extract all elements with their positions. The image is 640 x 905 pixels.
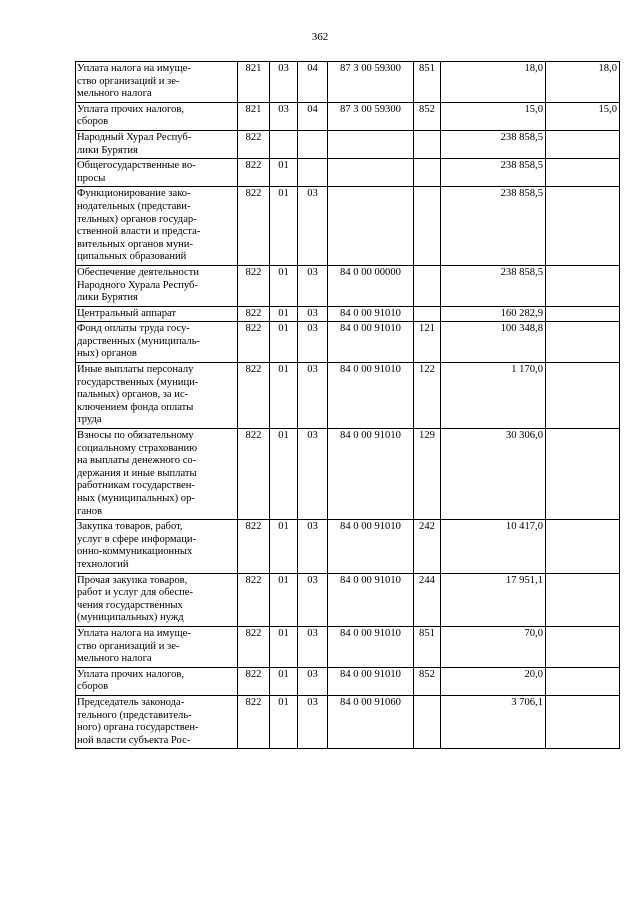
row-name-cell: Уплата налога на имуще- ство организаций и зе- мельного налога xyxy=(76,626,238,667)
section-code-cell: 01 xyxy=(270,573,298,626)
section-code-cell: 01 xyxy=(270,363,298,429)
row-name-cell: Иные выплаты персоналу государственных (муници- пальных) органов, за ис- ключением фонда оплаты труда xyxy=(76,363,238,429)
amount-cell: 18,0 xyxy=(441,62,546,103)
amount-extra-cell xyxy=(546,667,620,695)
subsection-code-cell: 03 xyxy=(298,667,328,695)
section-code-cell: 01 xyxy=(270,695,298,748)
table-row xyxy=(76,322,620,363)
ministry-code-cell: 822 xyxy=(238,159,270,187)
target-article-cell xyxy=(328,130,414,158)
ministry-code-cell: 822 xyxy=(238,363,270,429)
ministry-code-cell: 822 xyxy=(238,626,270,667)
target-article-cell: 84 0 00 91010 xyxy=(328,306,414,322)
expense-type-cell xyxy=(414,695,441,748)
section-code-cell: 01 xyxy=(270,159,298,187)
expense-type-cell xyxy=(414,130,441,158)
table-body xyxy=(76,62,620,749)
ministry-code-cell: 822 xyxy=(238,520,270,573)
budget-table xyxy=(75,61,620,749)
row-name-cell: Общегосударственные во- просы xyxy=(76,159,238,187)
table-row xyxy=(76,520,620,573)
row-name-cell: Уплата налога на имуще- ство организаций и зе- мельного налога xyxy=(76,62,238,103)
row-name-cell: Уплата прочих налогов, сборов xyxy=(76,102,238,130)
section-code-cell: 01 xyxy=(270,187,298,266)
amount-cell: 3 706,1 xyxy=(441,695,546,748)
amount-extra-cell xyxy=(546,695,620,748)
expense-type-cell: 851 xyxy=(414,626,441,667)
target-article-cell xyxy=(328,187,414,266)
subsection-code-cell xyxy=(298,159,328,187)
amount-extra-cell: 15,0 xyxy=(546,102,620,130)
subsection-code-cell: 03 xyxy=(298,265,328,306)
amount-extra-cell xyxy=(546,520,620,573)
row-name-cell: Уплата прочих налогов, сборов xyxy=(76,667,238,695)
section-code-cell: 01 xyxy=(270,667,298,695)
subsection-code-cell xyxy=(298,130,328,158)
amount-extra-cell xyxy=(546,363,620,429)
row-name-cell: Фонд оплаты труда госу- дарственных (муниципаль- ных) органов xyxy=(76,322,238,363)
subsection-code-cell: 03 xyxy=(298,573,328,626)
expense-type-cell: 242 xyxy=(414,520,441,573)
target-article-cell: 84 0 00 91010 xyxy=(328,667,414,695)
expense-type-cell xyxy=(414,265,441,306)
expense-type-cell: 852 xyxy=(414,667,441,695)
amount-extra-cell xyxy=(546,130,620,158)
table-row xyxy=(76,667,620,695)
ministry-code-cell: 822 xyxy=(238,187,270,266)
row-name-cell: Прочая закупка товаров, работ и услуг для обеспе- чения государственных (муниципальных) нужд xyxy=(76,573,238,626)
ministry-code-cell: 822 xyxy=(238,429,270,520)
ministry-code-cell: 822 xyxy=(238,667,270,695)
subsection-code-cell: 03 xyxy=(298,520,328,573)
ministry-code-cell: 822 xyxy=(238,306,270,322)
amount-extra-cell xyxy=(546,265,620,306)
row-name-cell: Взносы по обязательному социальному страхованию на выплаты денежного со- держания и иные выплаты работникам государствен- ных (муниципальных) ор- ганов xyxy=(76,429,238,520)
table-row xyxy=(76,695,620,748)
ministry-code-cell: 822 xyxy=(238,695,270,748)
ministry-code-cell: 821 xyxy=(238,102,270,130)
amount-extra-cell xyxy=(546,322,620,363)
section-code-cell xyxy=(270,130,298,158)
table-row xyxy=(76,102,620,130)
ministry-code-cell: 822 xyxy=(238,322,270,363)
expense-type-cell: 852 xyxy=(414,102,441,130)
subsection-code-cell: 03 xyxy=(298,306,328,322)
target-article-cell: 84 0 00 91010 xyxy=(328,429,414,520)
ministry-code-cell: 822 xyxy=(238,130,270,158)
row-name-cell: Функционирование зако- нодательных (представи- тельных) органов государ- ственной власти и предста- вительных органов муни- ципальных образований xyxy=(76,187,238,266)
target-article-cell: 84 0 00 91010 xyxy=(328,322,414,363)
row-name-cell: Обеспечение деятельности Народного Хурала Респуб- лики Бурятия xyxy=(76,265,238,306)
table-row xyxy=(76,159,620,187)
table-row xyxy=(76,429,620,520)
row-name-cell: Центральный аппарат xyxy=(76,306,238,322)
amount-cell: 238 858,5 xyxy=(441,130,546,158)
target-article-cell xyxy=(328,159,414,187)
amount-extra-cell xyxy=(546,573,620,626)
row-name-cell: Народный Хурал Респуб- лики Бурятия xyxy=(76,130,238,158)
amount-extra-cell xyxy=(546,626,620,667)
ministry-code-cell: 822 xyxy=(238,573,270,626)
table-row xyxy=(76,306,620,322)
subsection-code-cell: 03 xyxy=(298,187,328,266)
section-code-cell: 03 xyxy=(270,62,298,103)
expense-type-cell xyxy=(414,187,441,266)
target-article-cell: 87 3 00 59300 xyxy=(328,102,414,130)
table-row xyxy=(76,573,620,626)
page-number: 362 xyxy=(311,31,329,43)
target-article-cell: 84 0 00 00000 xyxy=(328,265,414,306)
table-row xyxy=(76,130,620,158)
expense-type-cell xyxy=(414,306,441,322)
amount-extra-cell: 18,0 xyxy=(546,62,620,103)
subsection-code-cell: 03 xyxy=(298,626,328,667)
subsection-code-cell: 04 xyxy=(298,102,328,130)
amount-extra-cell xyxy=(546,187,620,266)
amount-cell: 100 348,8 xyxy=(441,322,546,363)
row-name-cell: Закупка товаров, работ, услуг в сфере информаци- онно-коммуникационных технологий xyxy=(76,520,238,573)
expense-type-cell: 851 xyxy=(414,62,441,103)
amount-cell: 238 858,5 xyxy=(441,265,546,306)
subsection-code-cell: 03 xyxy=(298,429,328,520)
ministry-code-cell: 822 xyxy=(238,265,270,306)
subsection-code-cell: 03 xyxy=(298,322,328,363)
amount-extra-cell xyxy=(546,159,620,187)
amount-cell: 30 306,0 xyxy=(441,429,546,520)
amount-cell: 70,0 xyxy=(441,626,546,667)
section-code-cell: 01 xyxy=(270,626,298,667)
amount-extra-cell xyxy=(546,306,620,322)
expense-type-cell: 121 xyxy=(414,322,441,363)
section-code-cell: 01 xyxy=(270,265,298,306)
amount-cell: 1 170,0 xyxy=(441,363,546,429)
ministry-code-cell: 821 xyxy=(238,62,270,103)
target-article-cell: 84 0 00 91010 xyxy=(328,573,414,626)
table-row xyxy=(76,363,620,429)
section-code-cell: 01 xyxy=(270,306,298,322)
section-code-cell: 01 xyxy=(270,429,298,520)
target-article-cell: 84 0 00 91010 xyxy=(328,520,414,573)
row-name-cell: Председатель законода- тельного (представитель- ного) органа государствен- ной власти субъекта Рос- xyxy=(76,695,238,748)
subsection-code-cell: 03 xyxy=(298,363,328,429)
section-code-cell: 01 xyxy=(270,520,298,573)
subsection-code-cell: 04 xyxy=(298,62,328,103)
amount-cell: 17 951,1 xyxy=(441,573,546,626)
section-code-cell: 01 xyxy=(270,322,298,363)
amount-cell: 238 858,5 xyxy=(441,187,546,266)
expense-type-cell: 129 xyxy=(414,429,441,520)
expense-type-cell: 122 xyxy=(414,363,441,429)
table-row xyxy=(76,62,620,103)
expense-type-cell: 244 xyxy=(414,573,441,626)
section-code-cell: 03 xyxy=(270,102,298,130)
amount-cell: 15,0 xyxy=(441,102,546,130)
amount-cell: 160 282,9 xyxy=(441,306,546,322)
table-row xyxy=(76,626,620,667)
expense-type-cell xyxy=(414,159,441,187)
target-article-cell: 84 0 00 91010 xyxy=(328,363,414,429)
amount-cell: 238 858,5 xyxy=(441,159,546,187)
amount-cell: 10 417,0 xyxy=(441,520,546,573)
target-article-cell: 84 0 00 91010 xyxy=(328,626,414,667)
amount-extra-cell xyxy=(546,429,620,520)
table-row xyxy=(76,265,620,306)
table-row xyxy=(76,187,620,266)
target-article-cell: 87 3 00 59300 xyxy=(328,62,414,103)
target-article-cell: 84 0 00 91060 xyxy=(328,695,414,748)
amount-cell: 20,0 xyxy=(441,667,546,695)
subsection-code-cell: 03 xyxy=(298,695,328,748)
